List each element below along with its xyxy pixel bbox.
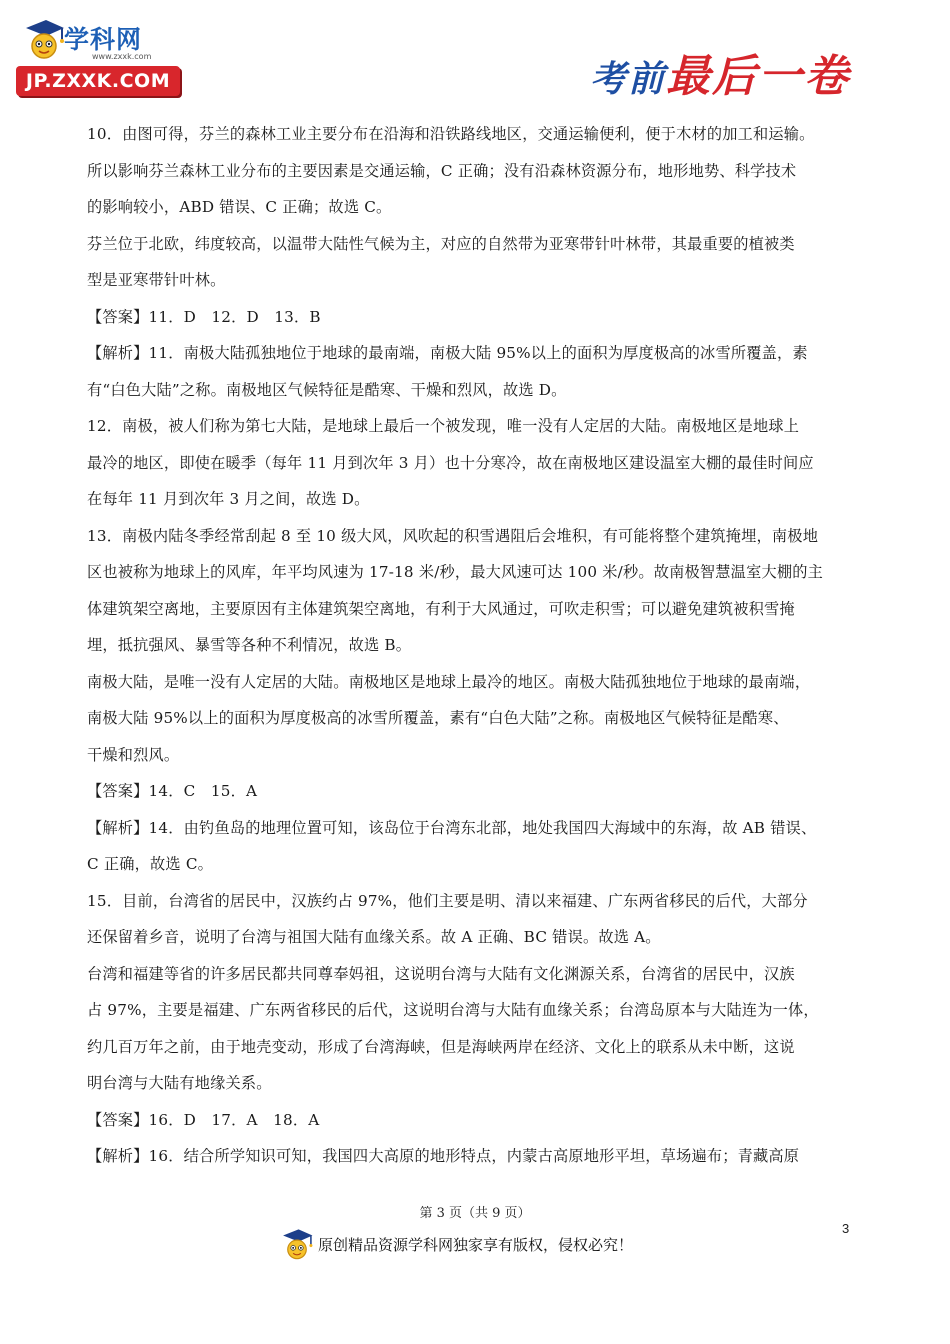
page-indicator: 第 3 页（共 9 页） xyxy=(419,1206,531,1221)
logo-url-badge[interactable]: JP.ZXXK.COM xyxy=(16,66,180,96)
banner-part1: 考前 xyxy=(589,58,666,100)
answer-line: 【答案】11．D 12．D 13．B xyxy=(87,307,321,326)
text-line: 体建筑架空离地，主要原因有主体建筑架空离地，有利于大风通过，可吹走积雪；可以避免建筑被积雪掩 xyxy=(87,599,795,618)
copyright-text: 原创精品资源学科网独家享有版权，侵权必究！ xyxy=(318,1235,634,1254)
text-line: 南极大陆，是唯一没有人定居的大陆。南极地区是地球上最冷的地区。南极大陆孤独地位于地球的最南端， xyxy=(87,672,811,691)
document-body xyxy=(87,116,867,1175)
text-line: 15．目前，台湾省的居民中，汉族约占 97%，他们主要是明、清以来福建、广东两省移民的后代，大部分 xyxy=(87,891,808,910)
text-line: 南极大陆 95%以上的面积为厚度极高的冰雪所覆盖，素有“白色大陆”之称。南极地区气候特征是酷寒、 xyxy=(87,709,789,727)
text-line: 干燥和烈风。 xyxy=(87,745,180,764)
text-line: C 正确，故选 C。 xyxy=(87,855,214,873)
text-line: 13．南极内陆冬季经常刮起 8 至 10 级大风，风吹起的积雪遇阻后会堆积，有可能将整个建筑掩埋，南极地 xyxy=(87,526,819,545)
analysis-line: 【解析】14．由钓鱼岛的地理位置可知，该岛位于台湾东北部，地处我国四大海域中的东海，故 AB 错误、 xyxy=(87,818,817,837)
text-line: 芬兰位于北欧，纬度较高，以温带大陆性气候为主，对应的自然带为亚寒带针叶林带，其最重要的植被类 xyxy=(87,234,795,253)
site-logo[interactable] xyxy=(16,14,184,98)
answer-line: 【答案】16．D 17．A 18．A xyxy=(87,1110,320,1129)
answer-line: 【答案】14．C 15．A xyxy=(87,782,258,800)
text-line: 埋，抵抗强风、暴雪等各种不利情况，故选 B。 xyxy=(87,636,412,654)
analysis-line: 【解析】16．结合所学知识可知，我国四大高原的地形特点，内蒙古高原地形平坦，草场遍布；青藏高原 xyxy=(87,1147,800,1165)
text-line: 所以影响芬兰森林工业分布的主要因素是交通运输，C 正确；没有沿森林资源分布，地形地势、科学技术 xyxy=(87,161,797,180)
mascot-graduation-cap-icon xyxy=(280,1226,314,1262)
logo-sub-text: www.zxxk.com xyxy=(92,52,152,61)
text-line: 台湾和福建等省的许多居民都共同尊奉妈祖，这说明台湾与大陆有文化渊源关系，台湾省的居民中，汉族 xyxy=(87,964,795,983)
text-line: 有“白色大陆”之称。南极地区气候特征是酷寒、干燥和烈风，故选 D。 xyxy=(87,380,567,399)
text-line: 在每年 11 月到次年 3 月之间，故选 D。 xyxy=(87,490,370,508)
copyright-notice xyxy=(280,1226,633,1262)
text-line: 约几百万年之前，由于地壳变动，形成了台湾海峡，但是海峡两岸在经济、文化上的联系从未中断，这说 xyxy=(87,1037,795,1056)
text-line: 还保留着乡音，说明了台湾与祖国大陆有血缘关系。故 A 正确、BC 错误。故选 A。 xyxy=(87,928,661,946)
header-banner xyxy=(590,40,850,104)
text-line: 区也被称为地球上的风库，年平均风速为 17-18 米/秒，最大风速可达 100 米/秒。故南极智慧温室大棚的主 xyxy=(87,563,824,581)
text-line: 10．由图可得，芬兰的森林工业主要分布在沿海和沿铁路线地区，交通运输便利，便于木材的加工和运输。 xyxy=(87,125,815,143)
text-line: 型是亚寒带针叶林。 xyxy=(87,271,226,289)
text-line: 占 97%，主要是福建、广东两省移民的后代，这说明台湾与大陆有血缘关系；台湾岛原本与大陆连为一体， xyxy=(87,1001,819,1019)
text-line: 最冷的地区，即使在暖季（每年 11 月到次年 3 月）也十分寒冷，故在南极地区建设温室大棚的最佳时间应 xyxy=(87,453,814,472)
logo-brand-text: 学科网 xyxy=(64,25,143,54)
text-line: 的影响较小，ABD 错误、C 正确；故选 C。 xyxy=(87,198,392,216)
mascot-graduation-cap-icon xyxy=(22,16,66,62)
banner-part2: 最后一卷 xyxy=(666,51,850,102)
text-line: 12．南极，被人们称为第七大陆，是地球上最后一个被发现，唯一没有人定居的大陆。南极地区是地球上 xyxy=(87,417,800,435)
analysis-line: 【解析】11．南极大陆孤独地位于地球的最南端，南极大陆 95%以上的面积为厚度极高的冰雪所覆盖，素 xyxy=(87,344,808,362)
page-number: 3 xyxy=(842,1221,850,1236)
text-line: 明台湾与大陆有地缘关系。 xyxy=(87,1074,272,1092)
